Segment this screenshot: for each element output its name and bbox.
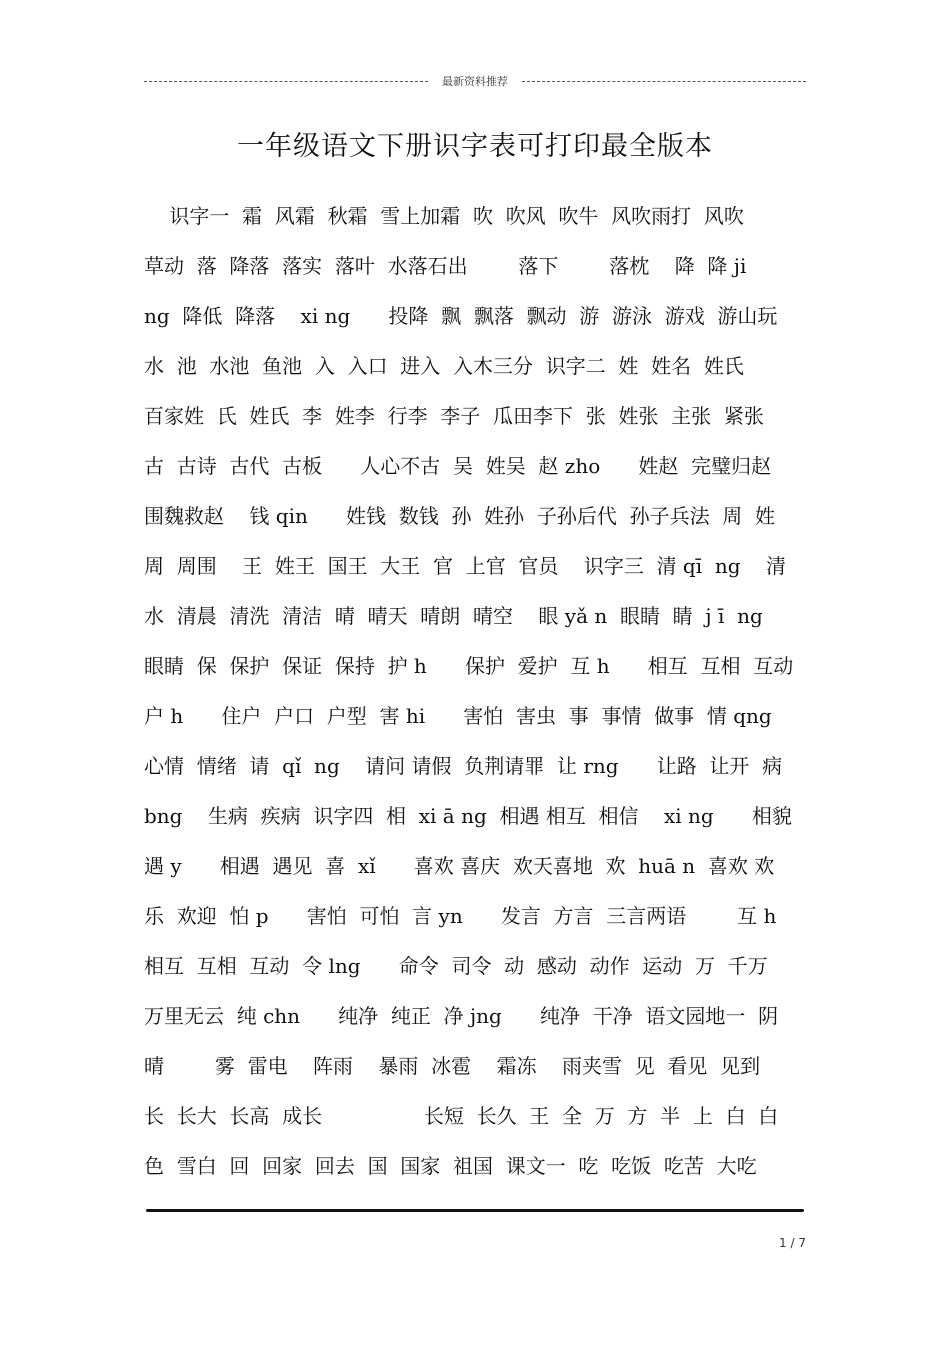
text-line: 晴 雾 雷电 阵雨 暴雨 冰雹 霜冻 雨夹雪 见 看见 见到: [144, 1054, 761, 1078]
text-line: 长 长大 长高 成长 长短 长久 王 全 万 方 半 上 白 白: [144, 1104, 779, 1128]
text-line: 遇 y 相遇 遇见 喜 xǐ 喜欢 喜庆 欢天喜地 欢 huā n 喜欢 欢: [144, 854, 775, 878]
text-line: 识字一 霜 风霜 秋霜 雪上加霜 吹 吹风 吹牛 风吹雨打 风吹: [144, 204, 744, 228]
text-line: 水 清晨 清洗 清洁 晴 晴天 晴朗 晴空 眼 yǎ n 眼睛 睛 j ī ng: [144, 604, 763, 628]
text-line: 心情 情绪 请 qǐ ng 请问 请假 负荆请罪 让 rng 让路 让开 病: [144, 754, 783, 778]
text-line: 色 雪白 回 回家 回去 国 国家 祖国 课文一 吃 吃饭 吃苦 大吃: [144, 1154, 757, 1178]
text-line: 百家姓 氏 姓氏 李 姓李 行李 李子 瓜田李下 张 姓张 主张 紧张: [144, 404, 764, 428]
header-dash-right: [522, 81, 806, 82]
text-line: 草动 落 降落 落实 落叶 水落石出 落下 落枕 降 降 ji: [144, 254, 747, 278]
document-title: 一年级语文下册识字表可打印最全版本: [237, 131, 713, 162]
text-line: 眼睛 保 保护 保证 保持 护 h 保护 爱护 互 h 相互 互相 互动: [144, 654, 794, 678]
header-text: 最新资料推荐: [442, 75, 508, 88]
page-number: 1 / 7: [779, 1236, 806, 1250]
text-line: 水 池 水池 鱼池 入 入口 进入 入木三分 识字二 姓 姓名 姓氏: [144, 354, 744, 378]
text-line: 围魏救赵 钱 qin 姓钱 数钱 孙 姓孙 子孙后代 孙子兵法 周 姓: [144, 504, 776, 528]
text-line: ng 降低 降落 xi ng 投降 飘 飘落 飘动 游 游泳 游戏 游山玩: [144, 304, 778, 328]
page-header: [144, 72, 806, 90]
text-line: 古 古诗 古代 古板 人心不古 吴 姓吴 赵 zho 姓赵 完璧归赵: [144, 454, 772, 478]
text-line: 乐 欢迎 怕 p 害怕 可怕 言 yn 发言 方言 三言两语 互 h: [144, 904, 777, 928]
text-line: 户 h 住户 户口 户型 害 hi 害怕 害虫 事 事情 做事 情 qng: [144, 704, 772, 728]
text-line: 周 周围 王 姓王 国王 大王 官 上官 官员 识字三 清 qī ng 清: [144, 554, 786, 578]
text-line: bng 生病 疾病 识字四 相 xi ā ng 相遇 相互 相信 xi ng 相貌: [144, 804, 792, 828]
footer-rule: [146, 1209, 804, 1212]
document-body: [144, 196, 824, 1196]
text-line: 万里无云 纯 chn 纯净 纯正 净 jng 纯净 干净 语文园地一 阴: [144, 1004, 779, 1028]
text-line: 相互 互相 互动 令 lng 命令 司令 动 感动 动作 运动 万 千万: [144, 954, 768, 978]
header-dash-left: [144, 81, 428, 82]
